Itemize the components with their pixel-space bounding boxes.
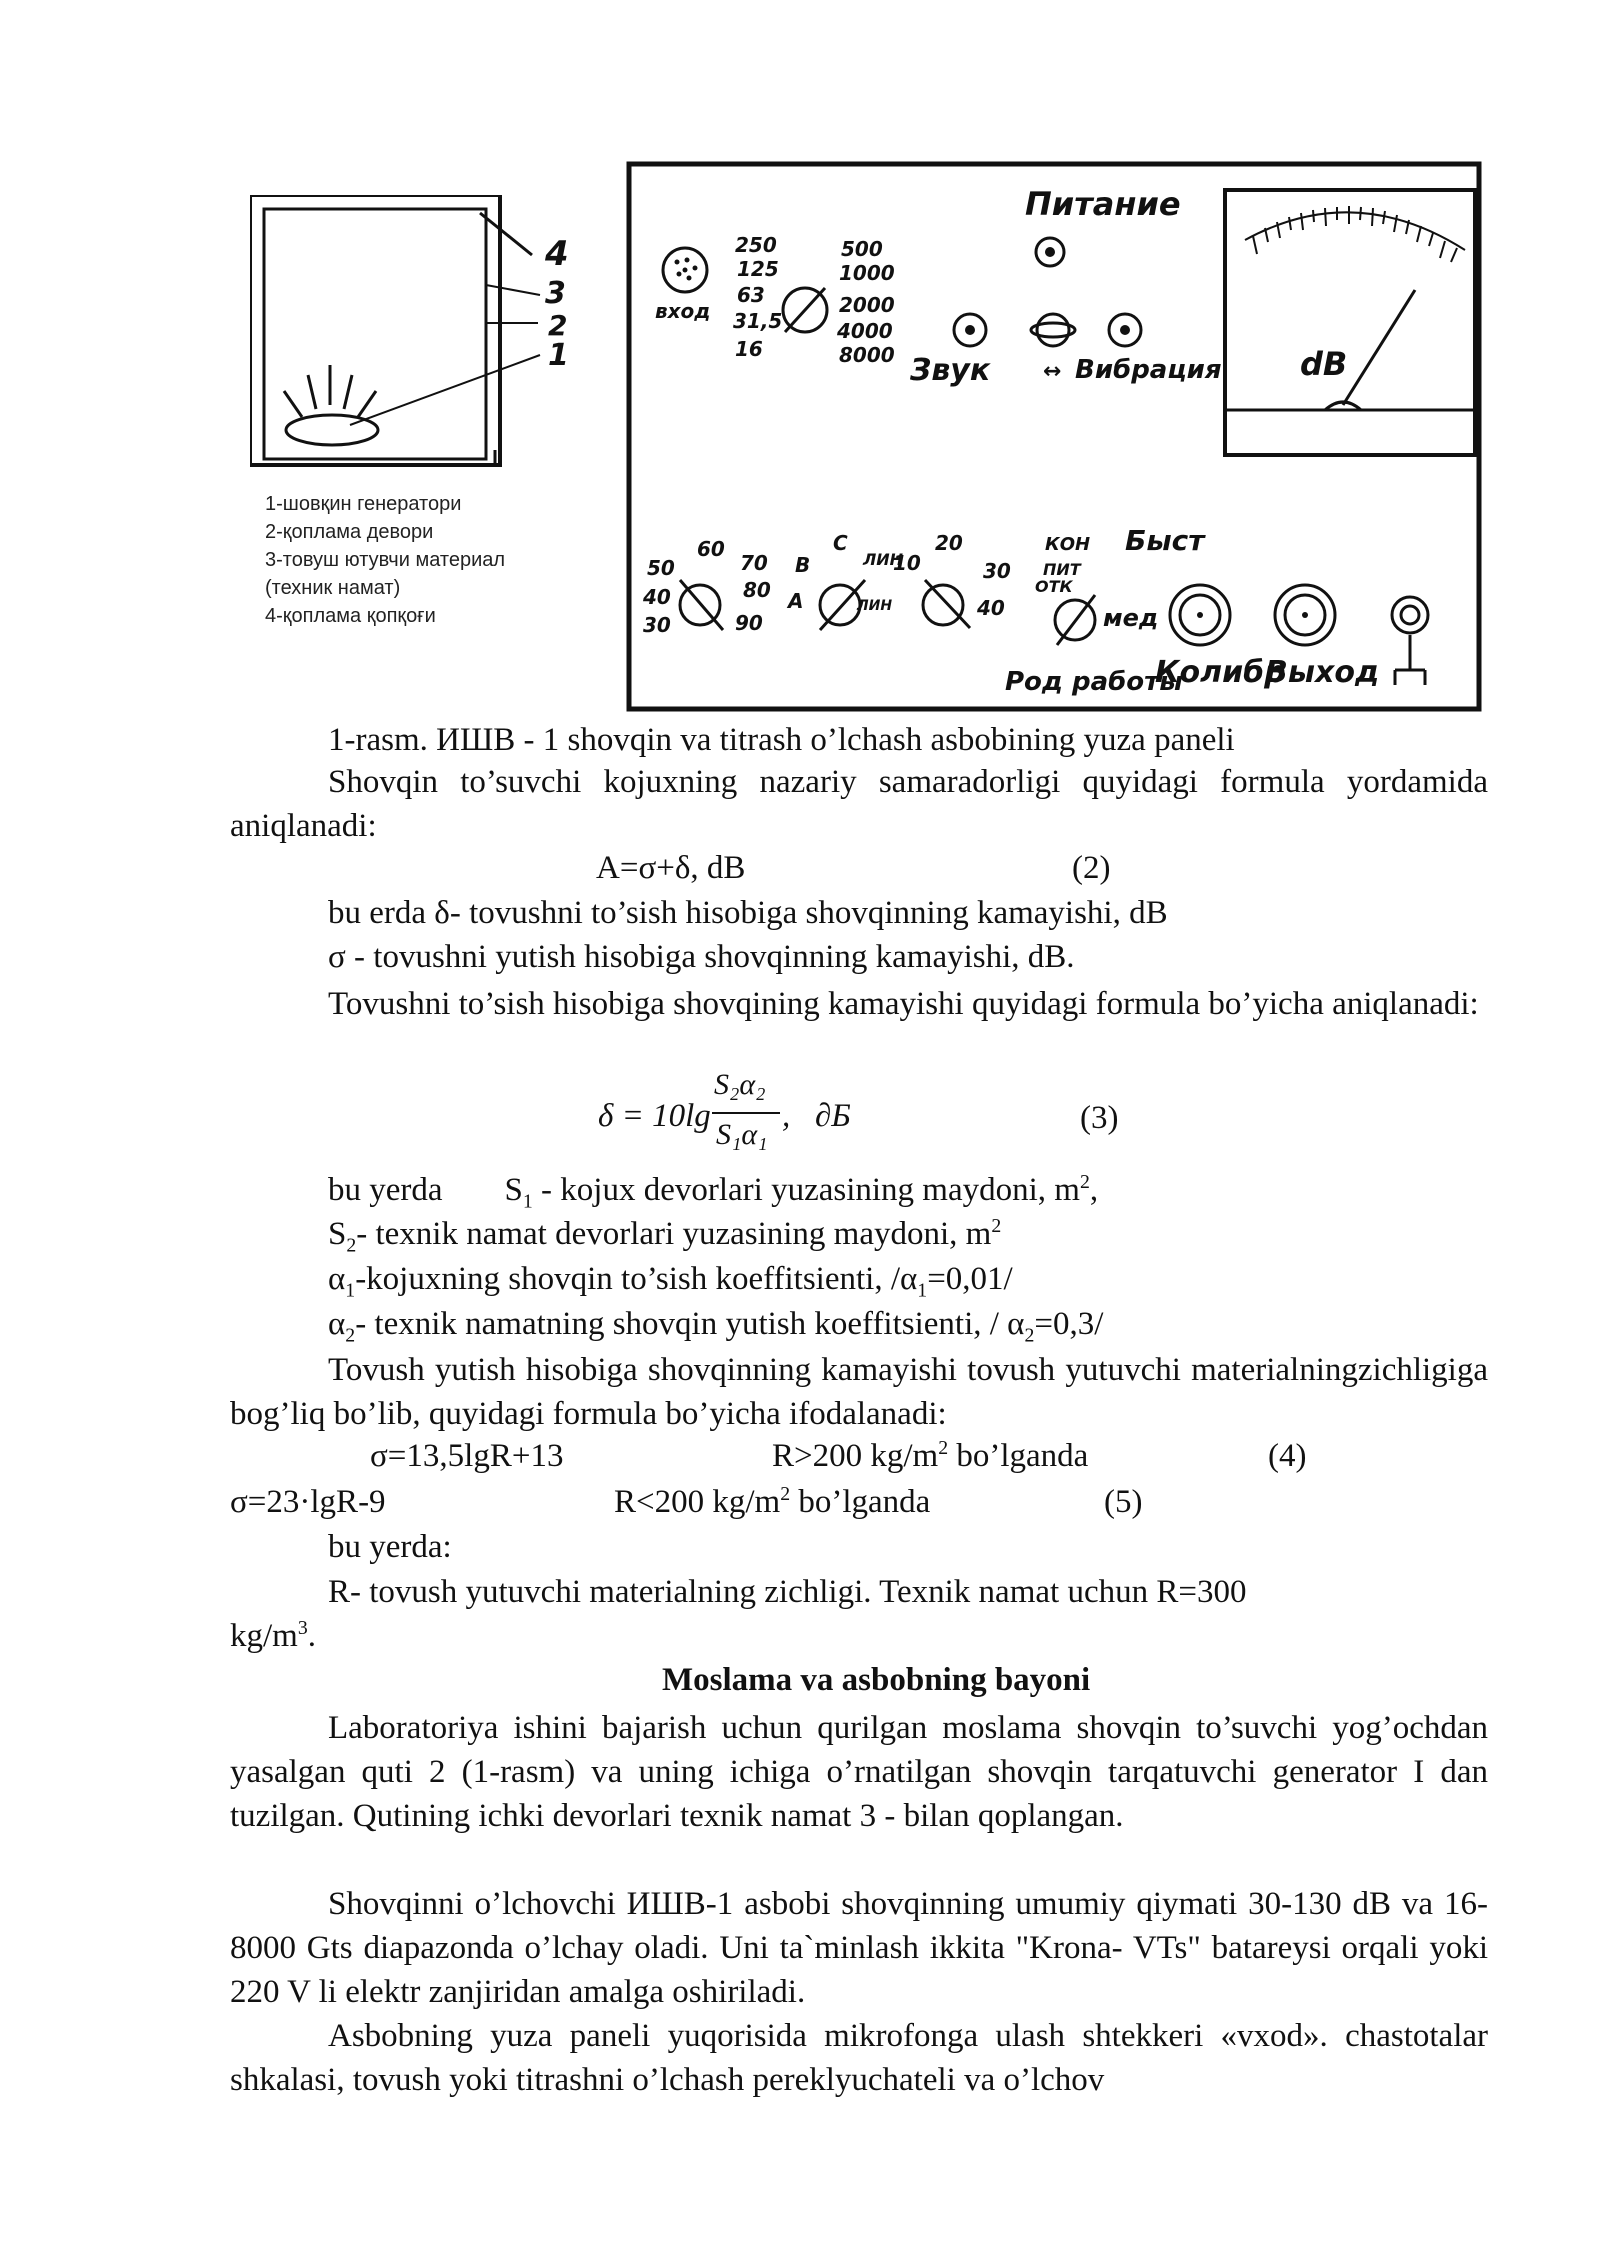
- power-button-icon: [1036, 238, 1064, 266]
- mid-label: 10: [893, 551, 921, 575]
- r-definition: R- tovush yutuvchi materialning zichligi. Texnik namat uchun R=300: [328, 1574, 1247, 1610]
- kolibr-label: Колибр: [1155, 655, 1286, 690]
- weight-label: A: [788, 589, 804, 613]
- where-line-1: bu yerda $S_1$ - kojux devorlari yuzasining maydoni, $m^2$,: [328, 1171, 1099, 1213]
- section-heading: Moslama va asbobning bayoni: [662, 1662, 1091, 1698]
- frequency-switch-icon: [783, 288, 827, 332]
- instrument-panel: [625, 160, 1485, 715]
- pitanie-label: Питание: [1025, 185, 1181, 223]
- vibracia-button-icon: [1109, 314, 1141, 346]
- mid-label: 20: [935, 531, 963, 555]
- paragraph: Tovushni to’sish hisobiga shovqining kamayishi quyidagi formula bo’yicha aniqlanadi:: [328, 986, 1479, 1022]
- where-label: bu yerda:: [328, 1529, 452, 1565]
- freq-right: 2000: [839, 293, 895, 317]
- formula-3-numerator: S₂α₂: [714, 1068, 766, 1101]
- freq-left: 125: [737, 257, 779, 281]
- where-line-4: $\alpha_2-$ texnik namatning shovqin yutish koeffitsienti, / $\alpha_2=0,3/$: [328, 1306, 1104, 1347]
- legend-item: 2-қоплама девори: [265, 521, 434, 543]
- db-label: dB: [1300, 345, 1348, 383]
- rod-raboty-label: Род работы: [1005, 667, 1183, 697]
- figure-caption: 1-rasm. ИШВ - 1 shovqin va titrash o’lchash asbobining yuza paneli: [328, 722, 1235, 758]
- kolibr-dial-icon: [1170, 585, 1230, 645]
- vibracia-label: Вибрация: [1075, 355, 1222, 385]
- otk-label: ОТК: [1035, 577, 1073, 596]
- range-knob-icon: [680, 580, 723, 630]
- formula-number: (2): [1072, 850, 1111, 886]
- paragraph: Shovqinni o’lchovchi ИШВ-1 asbobi shovqinning umumiy qiymati 30-130 dB va 16-8000 Gts diapazonda o’lchay oladi. Uni ta`minlash ikkita "Krona- VTs" batareysi orqali yoki 220 V li elektr zanjiridan amalga oshiriladi.: [230, 1886, 1488, 2010]
- formula-3-unit: , ∂Б: [782, 1098, 851, 1134]
- formula-3-denominator: S₁α₁: [716, 1118, 768, 1151]
- zvuk-label: Звук: [910, 353, 991, 388]
- vyxod-label: Выход: [1265, 655, 1380, 690]
- formula-5-condition: R<200 $kg/m^2$ bo’lganda: [614, 1483, 931, 1520]
- freq-left: 16: [735, 337, 763, 361]
- box-number: 2: [548, 309, 568, 342]
- formula-4-condition: R>200 $kg/m^2$ bo’lganda: [772, 1437, 1089, 1474]
- formula-number: (4): [1268, 1438, 1307, 1474]
- response-knob-icon: [1055, 595, 1095, 645]
- lin-label-2: ЛИН: [857, 598, 893, 614]
- definition-delta: bu erda δ- tovushni to’sish hisobiga shovqinning kamayishi, dB: [328, 895, 1168, 931]
- ground-terminal-icon: [1392, 597, 1428, 685]
- legend-item: 3-товуш ютувчи материал: [265, 549, 506, 571]
- vxod-label: вход: [655, 299, 711, 323]
- freq-left: 63: [737, 283, 765, 307]
- weight-label: C: [833, 531, 848, 555]
- scale-label: 60: [697, 537, 725, 561]
- paragraph: Laboratoriya ishini bajarish uchun qurilgan moslama shovqin to’suvchi yog’ochdan yasalgan quti 2 (1-rasm) va uning ichiga o’rnatilgan shovqin tarqatuvchi generator I dan tuzilgan. Qutining ichki devorlari texnik namat 3 - bilan qoplangan.: [230, 1710, 1488, 1834]
- scale-label: 30: [643, 613, 671, 637]
- formula-number: (5): [1104, 1484, 1143, 1520]
- db-meter: [1225, 190, 1475, 455]
- vyxod-dial-icon: [1275, 585, 1335, 645]
- box-number: 4: [545, 234, 569, 274]
- formula-4: σ=13,5lgR+13: [370, 1438, 564, 1474]
- definition-sigma: σ - tovushni yutish hisobiga shovqinning kamayishi, dB.: [328, 939, 1075, 975]
- paragraph: Tovush yutish hisobiga shovqinning kamayishi tovush yutuvchi materialningzichligiga bog’liq bo’lib, quyidagi formula bo’yicha ifodalanadi:: [230, 1352, 1488, 1432]
- freq-right: 8000: [839, 343, 895, 367]
- freq-left: 31,5: [733, 309, 783, 333]
- formula-5: σ=23·lgR-9: [230, 1484, 386, 1520]
- formula-2: A=σ+δ, dB: [596, 850, 746, 886]
- scale-label: 40: [643, 585, 671, 609]
- weight-label: B: [795, 553, 811, 577]
- arrow-label: ↔: [1043, 359, 1062, 384]
- scale-label: 80: [743, 578, 771, 602]
- scale-label: 50: [647, 556, 675, 580]
- figure-legend: [265, 490, 505, 630]
- legend-item: (техник намат): [265, 577, 401, 599]
- paragraph: Asbobning yuza paneli yuqorisida mikrofonga ulash shtekkeri «vxod». chastotalar shkalasi, tovush yoki titrashni o’lchash pereklyuchateli va o’lchov: [230, 2018, 1488, 2098]
- mode-toggle-icon: [1031, 314, 1075, 346]
- scale-label: 70: [740, 551, 768, 575]
- freq-right: 1000: [839, 261, 895, 285]
- legend-item: 1-шовқин генератори: [265, 493, 462, 515]
- formula-number: (3): [1080, 1100, 1119, 1136]
- where-line-2: $S_2-$ texnik namat devorlari yuzasining maydoni, $m^2$: [328, 1215, 1002, 1257]
- box-number: 3: [545, 276, 566, 311]
- formula-3-lhs: δ = 10lg: [598, 1098, 711, 1134]
- mid-label: 30: [983, 559, 1011, 583]
- freq-right: 500: [841, 237, 883, 261]
- where-line-3: $\alpha_1$-kojuxning shovqin to’sish koeffitsienti, $/\alpha_1=0,01/$: [328, 1261, 1013, 1302]
- paragraph: Shovqin to’suvchi kojuxning nazariy samaradorligi quyidagi formula yordamida aniqlanadi:: [230, 764, 1488, 844]
- pit-label: ПИТ: [1043, 560, 1081, 579]
- box-number: 1: [548, 338, 569, 373]
- mid-label: 40: [977, 596, 1005, 620]
- legend-item: 4-қоплама қопқоғи: [265, 605, 436, 627]
- fraction-bar: [712, 1112, 780, 1114]
- vxod-connector-icon: [663, 248, 707, 292]
- r-definition-unit: $kg/m^3$.: [230, 1617, 316, 1654]
- zvuk-button-icon: [954, 314, 986, 346]
- freq-left: 250: [735, 233, 777, 257]
- kon-label: КОН: [1045, 534, 1091, 555]
- bystr-label: Быст: [1125, 524, 1205, 557]
- figure-1: [225, 150, 1495, 710]
- scale-label: 90: [735, 611, 763, 635]
- freq-right: 4000: [837, 319, 893, 343]
- med-label: мед: [1103, 604, 1159, 632]
- lin-label: ЛИН: [863, 550, 904, 569]
- mode-knob-icon: [923, 580, 970, 628]
